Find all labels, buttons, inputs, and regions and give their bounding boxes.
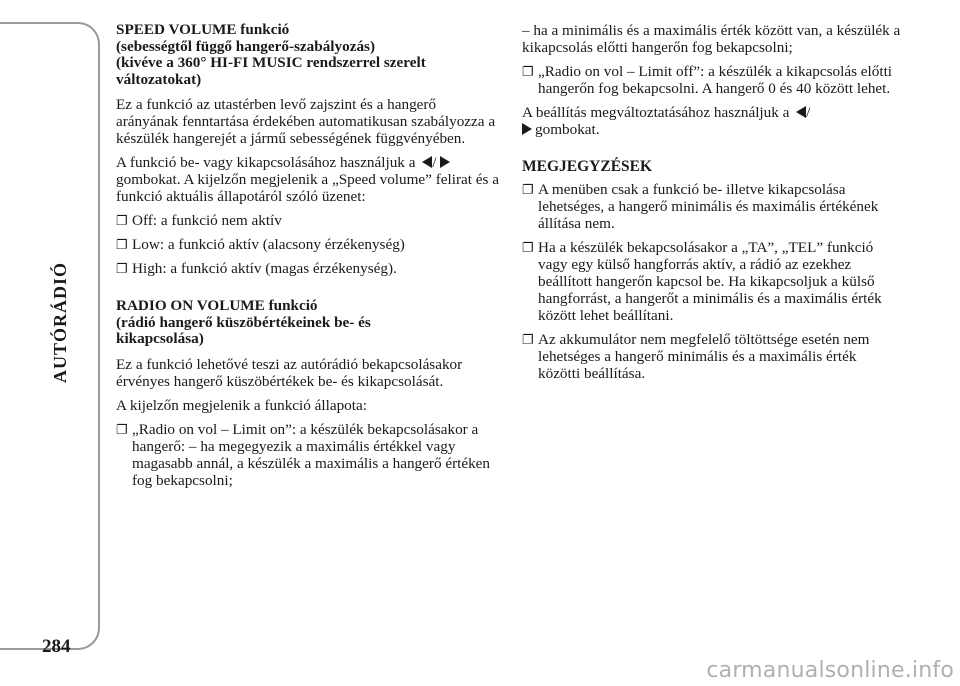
list-item-text: High: a funkció aktív (magas érzékenység). [132, 260, 397, 277]
slash-separator: / [806, 104, 811, 121]
speed-volume-heading [116, 22, 500, 88]
section-title: AUTÓRÁDIÓ [49, 261, 70, 383]
heading-line: SPEED VOLUME funkció [116, 21, 290, 38]
checkbox-bullet-icon: ❐ [116, 421, 128, 437]
slash-separator: / [432, 154, 437, 171]
list-item [522, 63, 902, 97]
instruction-text: A funkció be- vagy kikapcsolásához használjuk a [116, 154, 416, 171]
list-item [522, 181, 902, 232]
right-arrow-icon [440, 156, 450, 168]
page-number: 284 [42, 636, 71, 657]
list-item-text: Low: a funkció aktív (alacsony érzékenység) [132, 236, 405, 253]
section-side-label [48, 232, 72, 412]
list-item [116, 236, 500, 253]
heading-line: kikapcsolása) [116, 330, 204, 347]
checkbox-bullet-icon: ❐ [116, 237, 128, 252]
heading-line: (kivéve a 360° HI-FI MUSIC rendszerrel szerelt [116, 54, 426, 71]
checkbox-bullet-icon: ❐ [116, 213, 128, 228]
heading-line: változatokat) [116, 70, 202, 88]
watermark: carmanualsonline.info [706, 658, 954, 683]
list-item-text: „Radio on vol – Limit on”: a készülék bekapcsolásakor a hangerő: – ha megegyezik a maximális értékkel vagy magasabb annál, a készülék a maximális a hangerő értéken fog bekapcsolni; [132, 420, 491, 489]
right-column [522, 22, 902, 389]
list-item [116, 421, 500, 489]
checkbox-bullet-icon: ❐ [522, 332, 534, 347]
heading-line: (rádió hangerő küszöbértékeinek be- és [116, 313, 371, 331]
speed-volume-instructions [116, 154, 500, 205]
list-item-text: Off: a funkció nem aktív [132, 212, 282, 229]
instruction-text: gombokat. [535, 121, 600, 138]
left-column [116, 22, 500, 496]
left-arrow-icon [422, 156, 432, 168]
list-item-text: Ha a készülék bekapcsolásakor a „TA”, „TEL” funkció vagy egy külső hangforrás aktív, a rádió az ezekhez beállított hangerőn kapcsol be. Ha kikapcsoljuk a külső hangforrást, a hangerőt a minimális és a maximális érték között lehet beállítani. [538, 239, 882, 324]
list-item [116, 212, 500, 229]
checkbox-bullet-icon: ❐ [522, 182, 534, 197]
list-item-text: „Radio on vol – Limit off”: a készülék a kikapcsolás előtti hangerőn fog bekapcsolni. A hangerő 0 és 40 között lehet. [538, 63, 893, 97]
instruction-text: gombokat. A kijelzőn megjelenik a „Speed volume” felirat és a funkció aktuális állapotáról szóló üzenet: [116, 171, 499, 205]
list-item-text: Az akkumulátor nem megfelelő töltöttsége esetén nem lehetséges a hangerő minimális és a maximális érték közötti beállítása. [538, 331, 870, 382]
left-arrow-icon [796, 106, 806, 118]
list-item-text: A menüben csak a funkció be- illetve kikapcsolása lehetséges, a hangerő minimális és maximális értékének állítása nem. [538, 181, 879, 232]
speed-volume-intro: Ez a funkció az utastérben levő zajszint és a hangerő arányának fenntartása érdekében automatikusan szabályozza a készülék hangerejét a jármű sebességének függvényében. [116, 96, 496, 147]
instruction-text: A beállítás megváltoztatásához használjuk a [522, 104, 790, 121]
radio-on-continuation: – ha a minimális és a maximális érték között van, a készülék a kikapcsolás előtti hangerőn fog bekapcsolni; [522, 22, 901, 56]
list-item [116, 260, 500, 277]
radio-on-volume-status-intro: A kijelzőn megjelenik a funkció állapota: [116, 396, 367, 414]
right-arrow-icon [522, 123, 532, 135]
checkbox-bullet-icon: ❐ [522, 64, 534, 79]
radio-on-volume-intro: Ez a funkció lehetővé teszi az autórádió bekapcsolásakor érvényes hangerő küszöbértékek be- és kikapcsolását. [116, 355, 463, 390]
heading-line: RADIO ON VOLUME funkció [116, 297, 318, 314]
list-item [522, 239, 902, 324]
notes-heading: MEGJEGYZÉSEK [522, 158, 653, 175]
checkbox-bullet-icon: ❐ [522, 240, 534, 255]
checkbox-bullet-icon: ❐ [116, 261, 128, 276]
radio-on-volume-heading [116, 298, 500, 348]
list-item [522, 331, 902, 382]
heading-line: (sebességtől függő hangerő-szabályozás) [116, 37, 376, 55]
adjust-instructions [522, 104, 902, 138]
